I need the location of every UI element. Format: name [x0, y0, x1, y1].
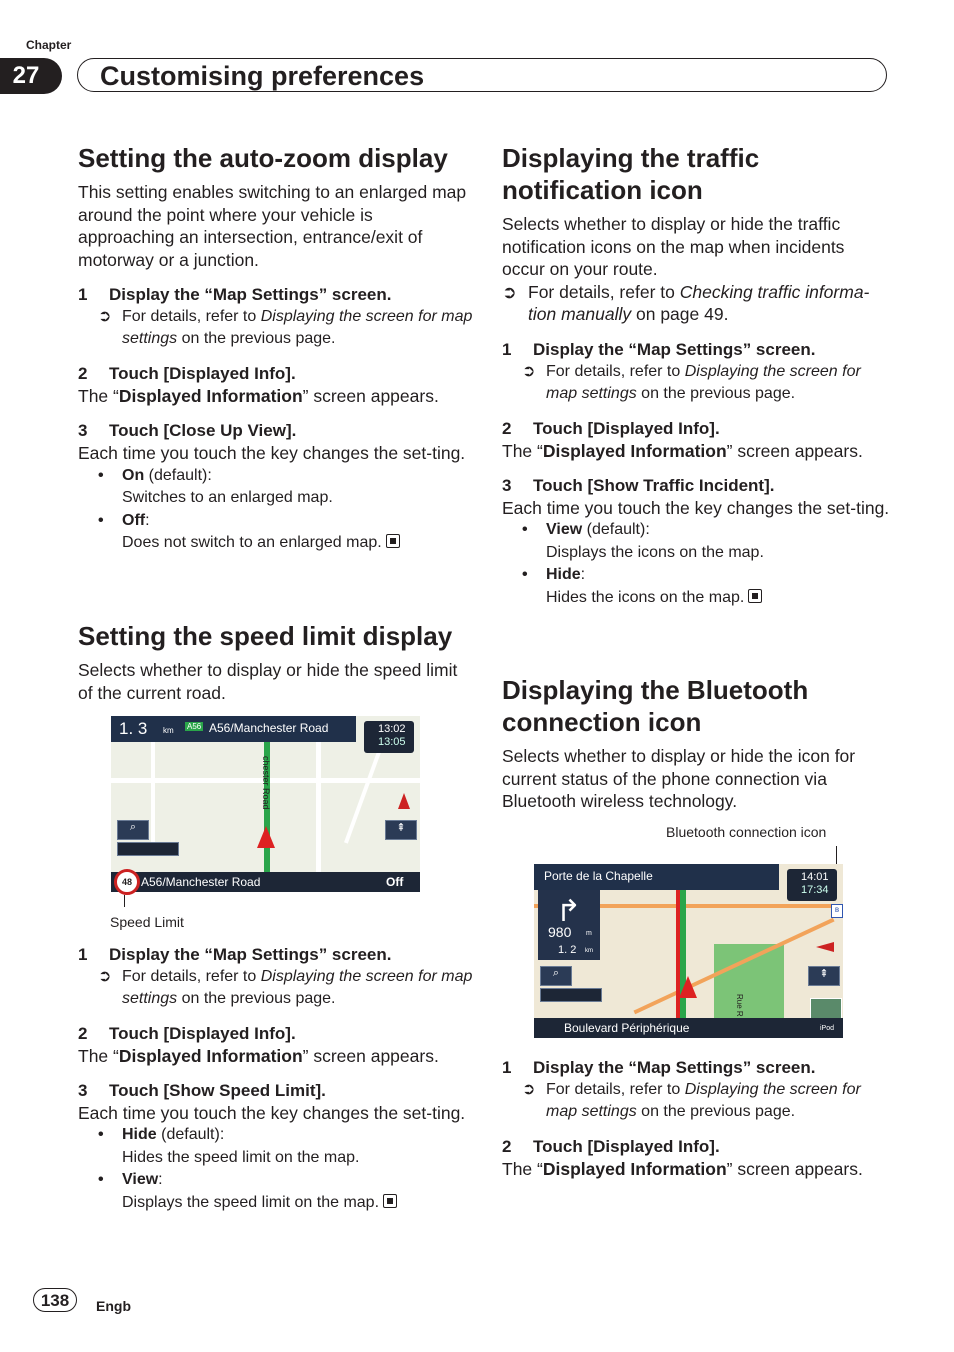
arrow-right-icon: ➲ — [98, 308, 112, 326]
step-1: 1 Display the “Map Settings” screen. — [502, 1058, 816, 1077]
option-on: • On (default): — [98, 466, 212, 484]
speed-limit-sign: 48 — [114, 869, 140, 895]
speed-limit-screenshot — [111, 716, 420, 892]
bottom-bar: A56/Manchester Road Off — [111, 872, 420, 892]
street-label: Rue R — [735, 994, 744, 1017]
zoom-button[interactable]: ⌕ — [540, 966, 572, 986]
option-off: • Off: — [98, 511, 150, 529]
reference-note: ➲ For details, refer to Displaying the screen for map settings on the previous page. — [98, 308, 473, 348]
reference-link: Displaying the screen for map settings — [546, 362, 861, 402]
turn-panel: ↱ 980 m 1. 2 km — [538, 890, 600, 960]
step-2: 2 Touch [Displayed Info]. — [78, 364, 296, 384]
reference-link: Displaying the screen for map settings — [122, 308, 473, 348]
section-auto-zoom — [78, 142, 473, 555]
bluetooth-icon: ʙ — [831, 904, 843, 918]
road-badge: A56 — [187, 722, 202, 731]
section-title: Displaying the traffic notification icon — [502, 143, 760, 205]
lane-indicator — [540, 988, 602, 1002]
arrow-right-icon: ➲ — [522, 1081, 536, 1098]
reference-note: ➲ For details, refer to Displaying the screen for map settings on the previous page. — [98, 968, 473, 1007]
vehicle-arrow-icon — [257, 826, 275, 848]
chapter-label: Chapter — [26, 38, 72, 52]
step-3: 3 Touch [Close Up View]. — [78, 420, 297, 440]
street-label: chester Road — [261, 756, 271, 810]
option-hide-desc: Hides the icons on the map. — [502, 587, 892, 610]
section-title: Setting the auto-zoom display — [78, 143, 448, 173]
bluetooth-steps — [502, 1057, 892, 1181]
bluetooth-screenshot — [534, 864, 843, 1038]
reference-note: ➲ For details, refer to Displaying the screen for map settings on the previous page. — [522, 1081, 861, 1120]
step-2-result: The “Displayed Information” screen appears. — [502, 1159, 863, 1179]
step-3: 3 Touch [Show Speed Limit]. — [78, 1080, 326, 1100]
zoom-button[interactable]: ⌕ — [117, 820, 149, 840]
step-2-result: The “Displayed Information” screen appears. — [502, 440, 863, 461]
view-button[interactable]: ⇞ — [385, 820, 417, 840]
section-bluetooth-icon — [502, 674, 892, 813]
page-number: 138 — [33, 1288, 77, 1312]
north-arrow-icon — [816, 942, 834, 952]
option-hide-desc: Hides the speed limit on the map. — [122, 1148, 360, 1166]
step-2: 2 Touch [Displayed Info]. — [502, 1137, 720, 1156]
step-3-body: Each time you touch the key changes the set-ting. — [78, 442, 466, 463]
step-1: 1 Display the “Map Settings” screen. — [502, 339, 816, 359]
reference-note: ➲ For details, refer to Displaying the screen for map settings on the previous page. — [522, 362, 861, 402]
section-speed-limit — [78, 620, 473, 704]
step-3-body: Each time you touch the key changes the set-ting. — [502, 497, 890, 518]
vehicle-arrow-icon — [679, 976, 697, 998]
option-on-desc: Switches to an enlarged map. — [122, 489, 333, 507]
step-1: 1 Display the “Map Settings” screen. — [78, 945, 392, 964]
option-view: • View (default): — [522, 521, 650, 539]
option-view-desc: Displays the icons on the map. — [546, 543, 764, 561]
bottom-bar: Boulevard Périphérique iPod — [534, 1018, 843, 1038]
speed-limit-steps — [78, 944, 473, 1215]
step-3: 3 Touch [Show Traffic Incident]. — [502, 475, 775, 495]
step-3-body: Each time you touch the key changes the set-ting. — [78, 1102, 466, 1123]
option-hide: • Hide (default): — [98, 1126, 225, 1144]
reference-note: ➲ For details, refer to Checking traffic informa-tion manually on page 49. — [502, 281, 870, 325]
speed-limit-caption: Speed Limit — [110, 914, 184, 930]
reference-link: Displaying the screen for map settings — [122, 968, 473, 1007]
step-2-result: The “Displayed Information” screen appears. — [78, 1046, 439, 1066]
arrow-right-icon: ➲ — [522, 362, 536, 380]
option-off-desc: Does not switch to an enlarged map. — [78, 532, 473, 555]
section-title: Setting the speed limit display — [78, 621, 453, 651]
language-code: Engb — [96, 1298, 131, 1314]
time-display: 14:01 17:34 — [787, 869, 837, 901]
reference-link: Checking traffic informa-tion manually — [528, 281, 870, 325]
section-intro: Selects whether to display or hide the traffic notification icons on the map when incidents occur on your route. — [502, 214, 845, 280]
arrow-right-icon: ➲ — [502, 281, 517, 302]
section-traffic-icon — [502, 142, 892, 610]
step-2: 2 Touch [Displayed Info]. — [78, 1024, 296, 1043]
north-arrow-icon — [398, 793, 410, 809]
end-mark-icon — [386, 534, 400, 548]
reference-link: Displaying the screen for map settings — [546, 1081, 861, 1120]
caption-leader-line — [124, 895, 125, 907]
option-view-desc: Displays the speed limit on the map. — [78, 1192, 473, 1215]
arrow-right-icon: ➲ — [98, 968, 112, 985]
section-intro: This setting enables switching to an enlarged map around the point where your vehicle is approaching an intersection, entrance/exit of motorway or a junction. — [78, 182, 467, 270]
view-button[interactable]: ⇞ — [808, 966, 840, 986]
guidance-bar: 1. 3 km A56 A56/Manchester Road — [111, 716, 356, 742]
option-view: • View: — [98, 1171, 163, 1189]
option-hide: • Hide: — [522, 566, 586, 584]
step-2-result: The “Displayed Information” screen appears. — [78, 386, 439, 407]
lane-indicator — [117, 842, 179, 856]
turn-right-icon: ↱ — [556, 895, 582, 928]
bluetooth-caption: Bluetooth connection icon — [666, 824, 827, 840]
step-1: 1 Display the “Map Settings” screen. — [78, 285, 392, 305]
chapter-title: Customising preferences — [100, 61, 425, 91]
time-display: 13:02 13:05 — [364, 721, 414, 753]
end-mark-icon — [383, 1194, 397, 1208]
guidance-bar: Porte de la Chapelle — [534, 864, 779, 890]
section-intro: Selects whether to display or hide the icon for current status of the phone connection via Bluetooth wireless technology. — [502, 746, 856, 812]
chapter-number: 27 — [0, 58, 62, 94]
section-title: Displaying the Bluetooth connection icon — [502, 675, 809, 737]
end-mark-icon — [748, 589, 762, 603]
section-intro: Selects whether to display or hide the speed limit of the current road. — [78, 660, 458, 703]
step-2: 2 Touch [Displayed Info]. — [502, 418, 720, 438]
